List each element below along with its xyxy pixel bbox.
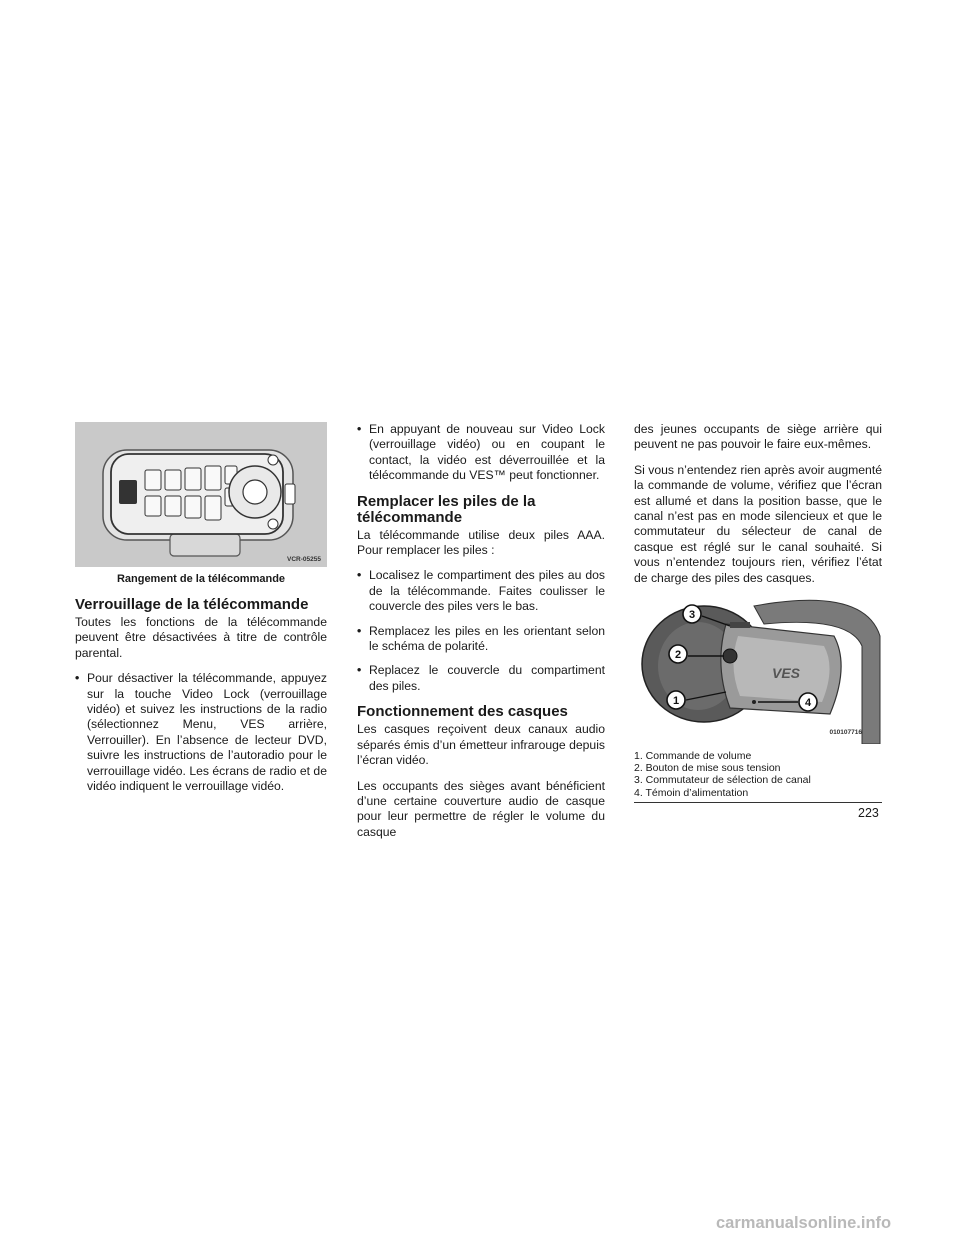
bullet-item: • Localisez le compartiment des piles au dos de la télécommande. Faites coulisser le couvercle des piles vers le bas.: [357, 568, 605, 614]
remote-storage-figure: [75, 422, 327, 567]
legend-item: 2. Bouton de mise sous tension: [634, 762, 781, 775]
batteries-bullets: [357, 568, 605, 694]
legend-item: 3. Commutateur de sélection de canal: [634, 774, 811, 787]
section-heading-remote-lock: Verrouillage de la télécommande: [75, 596, 309, 613]
remote-control-illustration: [75, 422, 327, 567]
callout-3: 3: [688, 609, 696, 622]
callout-1: 1: [672, 695, 680, 708]
remote-lock-intro: Toutes les fonctions de la télécommande peuvent être désactivées à titre de contrôle parental.: [75, 615, 327, 660]
callout-4: 4: [804, 697, 812, 710]
figure-caption: Rangement de la télécommande: [116, 573, 286, 585]
headphones-figure: [634, 596, 882, 744]
remote-lock-bullets: [75, 671, 327, 794]
bullet-item: • Pour désactiver la télécommande, appuyez sur la touche Video Lock (verrouillage vidéo) et suivez les instructions de la radio (sélectionnez Menu, VES arrière, Verrouiller). En l’absence de lecteur DVD, suivre les instructions de l’autoradio pour le verrouillage vidéo. Les écrans de radio et de vidéo indiquent le verrouillage vidéo.: [75, 671, 327, 794]
bullet-item: • Remplacez les piles en les orientant selon le schéma de polarité.: [357, 623, 605, 654]
watermark: carmanualsonline.info: [716, 1214, 892, 1232]
headphones-para-2: Les occupants des sièges avant bénéficient d’une certaine couverture audio de casque pour leur permettre de régler le volume du casque: [357, 778, 605, 839]
page-number: 223: [858, 806, 879, 820]
bullet-item: • Replacez le couvercle du compartiment des piles.: [357, 663, 605, 693]
figure-code: VCR-05255: [287, 556, 321, 563]
unlock-bullets: [357, 422, 605, 484]
headphones-para-4: Si vous n’entendez rien après avoir augmenté la commande de volume, vérifiez que l’écran est allumé et dans la position basse, que le canal n’est pas en mode silencieux et que le commutateur du sélecteur de canal de casque est réglé sur le canal souhaité. Si vous n’entendez toujours rien, vérifiez l’état de charge des piles des casques.: [634, 462, 882, 585]
column-2: [357, 422, 605, 850]
headphones-legend: [634, 750, 882, 803]
callout-2: 2: [674, 649, 682, 662]
legend-item: 1. Commande de volume: [634, 750, 752, 763]
section-heading-headphones: Fonctionnement des casques: [357, 703, 568, 721]
headphones-illustration: [634, 596, 882, 744]
headphones-para-3: des jeunes occupants de siège arrière qui peuvent ne pas pouvoir le faire eux-mêmes.: [634, 422, 882, 452]
legend-item: 4. Témoin d’alimentation: [634, 786, 749, 799]
figure-code: 010107716: [829, 729, 862, 737]
section-heading-batteries: Remplacer les piles de la télécommande: [357, 492, 536, 526]
bullet-item: • En appuyant de nouveau sur Video Lock (verrouillage vidéo) ou en coupant le contact, la vidéo est déverrouillée et la télécommande du VES™ peut fonctionner.: [357, 422, 605, 483]
column-1: [75, 422, 327, 803]
headphones-para-1: Les casques reçoivent deux canaux audio séparés émis d’un émetteur infrarouge depuis l’écran vidéo.: [357, 722, 605, 768]
batteries-intro: La télécommande utilise deux piles AAA. Pour remplacer les piles :: [357, 527, 605, 558]
svg-text:VES: VES: [772, 665, 801, 682]
column-3: [634, 422, 882, 803]
